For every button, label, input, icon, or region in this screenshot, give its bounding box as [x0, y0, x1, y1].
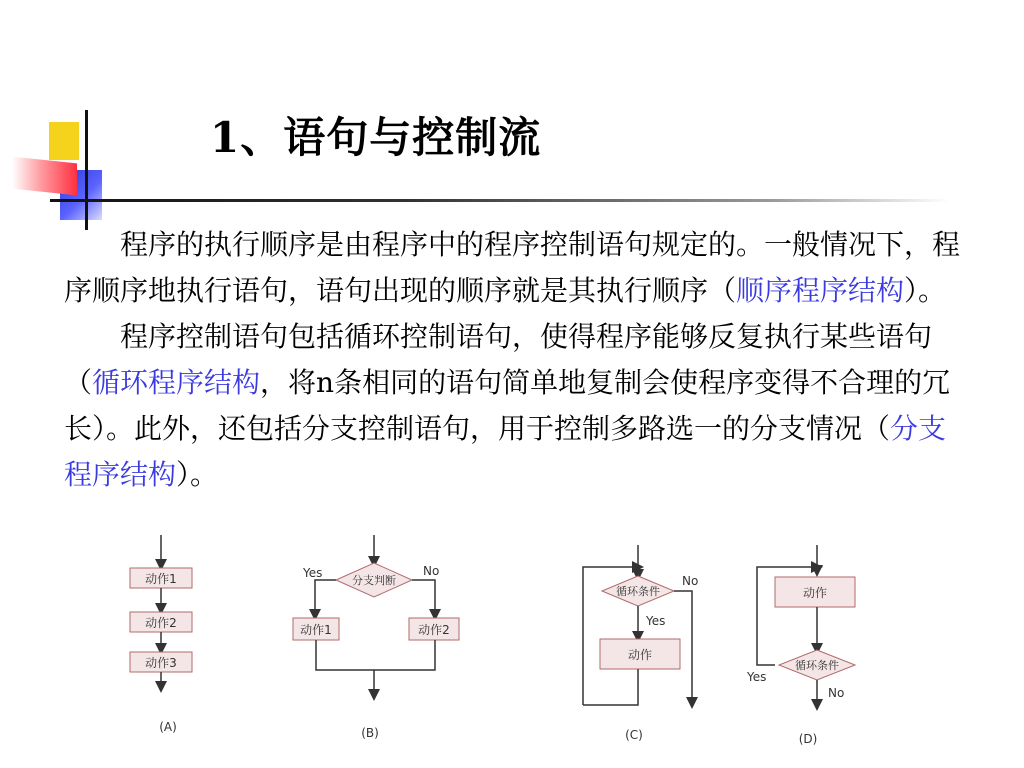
diagram-c-action: 动作 — [627, 648, 653, 662]
diagram-c-decision: 循环条件 — [616, 585, 660, 598]
decor-red-bar — [12, 157, 77, 196]
decor-vertical-line — [85, 110, 88, 230]
diagram-a-step-1: 动作1 — [145, 572, 177, 586]
diagram-d-no: No — [828, 686, 845, 700]
paragraph-1 — [64, 222, 974, 314]
diagram-a-caption: (A) — [159, 720, 177, 734]
p1-highlight-sequential: 顺序程序结构 — [736, 274, 905, 307]
p1-text-after: ）。 — [904, 274, 947, 307]
decor-yellow-square — [49, 122, 79, 160]
diagram-d-decision: 循环条件 — [795, 659, 839, 672]
diagram-a-sequential — [118, 535, 208, 740]
diagram-c-caption: (C) — [625, 728, 643, 742]
diagram-c-yes: Yes — [646, 614, 666, 628]
p2-text-part1: 程序控制语句包括循环控制语句，使得程序能够反复执行某些语句（ — [64, 320, 933, 399]
slide-title: 1、语句与控制流 — [210, 113, 542, 162]
diagram-b-branch — [285, 535, 470, 745]
p2-highlight-loop: 循环程序结构 — [92, 366, 261, 399]
paragraph-2 — [64, 314, 974, 498]
diagram-a-step-3: 动作3 — [145, 656, 177, 670]
diagram-b-caption: (B) — [361, 726, 379, 740]
p2-highlight-branch: 分支程序结构 — [64, 412, 947, 491]
diagram-b-no: No — [423, 564, 440, 578]
diagram-d-yes: Yes — [747, 670, 767, 684]
p1-text-before: 程序的执行顺序是由程序中的程序控制语句规定的。一般情况下，程序顺序地执行语句，语句出现的顺序就是其执行顺序（ — [64, 228, 961, 307]
diagram-c-no: No — [682, 574, 699, 588]
diagram-b-right-action: 动作2 — [418, 623, 450, 637]
diagram-c-while-loop — [568, 545, 710, 750]
title-underline — [50, 199, 950, 202]
p2-text-part2: ，将n条相同的语句简单地复制会使程序变得不合理的冗长）。此外，还包括分支控制语句，用于控制多路选一的分支情况（ — [64, 366, 951, 445]
diagram-b-left-action: 动作1 — [300, 623, 332, 637]
diagram-d-caption: (D) — [798, 732, 818, 746]
diagram-d-action: 动作 — [802, 586, 828, 600]
p2-text-part3: ）。 — [176, 458, 219, 491]
diagram-d-do-while-loop — [742, 545, 880, 750]
body-text — [64, 222, 974, 498]
diagram-b-decision: 分支判断 — [352, 574, 396, 587]
diagram-b-yes: Yes — [303, 566, 323, 580]
diagram-a-step-2: 动作2 — [145, 616, 177, 630]
